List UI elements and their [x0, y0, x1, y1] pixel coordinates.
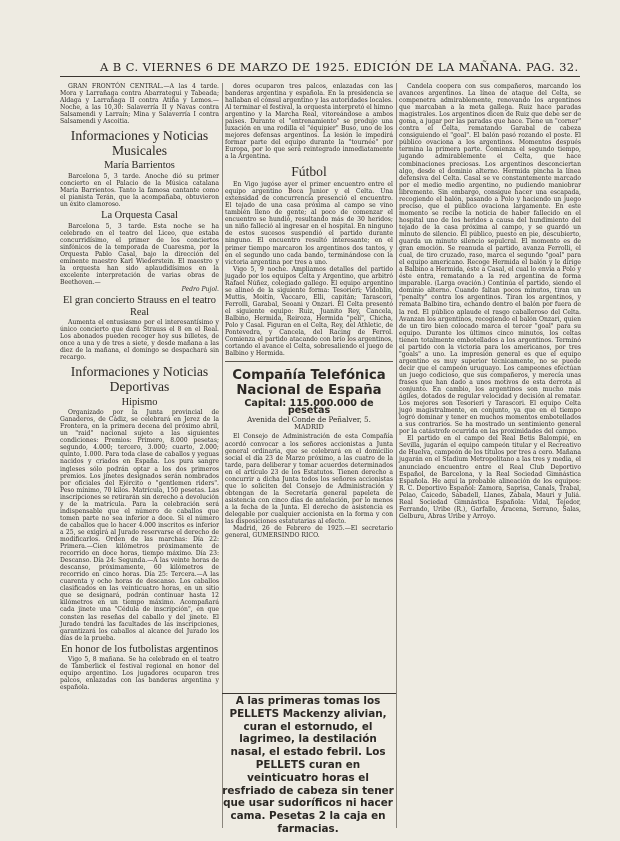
column-3	[399, 83, 581, 828]
telefonica-title: Compañía Telefónica Nacional de España	[232, 368, 386, 399]
ad-divider	[225, 361, 393, 362]
telefonica-address: Avenida del Conde de Peñalver, 5.	[247, 415, 371, 425]
telefonica-date: Madrid, 26 de Febrero de 1925.—El secretario general, GUMERSINDO RICO.	[225, 525, 393, 540]
column-1	[60, 83, 219, 828]
pellets-rule	[222, 693, 396, 694]
section-title-musicales: Informaciones y Noticias Musicales	[70, 128, 209, 158]
pelota-text: GRAN FRONTÓN CENTRAL.—A las 4 tarde. Mora y Larrañaga contra Abarrategui y Tabeada; Aldaga y Larrañaga II contra Atiña y Lemos.—Noche, a las 10,30: Salaverría II y Navas contra Salsamendi y Larraín; Mina y Salaverría I contra Salsamendi y Ascoitia.	[60, 83, 219, 126]
vigo-text: Vigo 5, 9 noche. Ampliamos detalles del partido jugado por los equipos Celta y Argentino, que arbitró Rafael Núñez, colegiado gallego. El equipo argentino se alineó de la siguiente forma: Tesorieri; Vidoblin, Muttis, Moitín, Vaccaro, Elli, capitán; Tarascori, Ferrolli, Garabal, Seoani y Onzari. El Celta presentó el siguiente equipo: Ruiz, Juanito Rey, Cancela, Balbino, Hermida, Reiroza, Hermida "pelí", Chicha, Polo y Casal. Figuran en el Celta, Rey, del Athletic, de Pontevedra, y Cancela, del Racing de Ferrol. Comienza el partido atacando con brío los argentinos, cortando el avance el Celta, sobresaliendo el juego de Balbino y Hermida.	[225, 265, 393, 358]
casal-text: Barcelona 5, 3 tarde. Esta noche se ha celebrado en el teatro del Liceo, que estaba concurridísimo, el primer de los conciertos sinfónicos de la temporada de Cuaresma, por la Orquesta Pablo Casal, bajo la dirección del eminente maestro Karl Wiederstein. El maestro y la orquesta han sido aplaudidísimos en la excelente interpretación de varias obras de Beethoven.—	[60, 222, 219, 287]
telefonica-city: MADRID	[294, 423, 324, 432]
page-header: A B C. VIERNES 6 DE MARZO DE 1925. EDICIÓN DE LA MAÑANA. PAG. 32.	[100, 60, 579, 74]
pellets-advert: A las primeras tomas los PELLETS Mackenzy alivian, curan el estornudo, el lagrimeo, la destilación nasal, el estado febril. Los PELLETS curan en veinticuatro horas el resfriado de cabeza sin tener que usar sudoríficos ni hacer cama. Pesetas 2 la caja en farmacias.	[222, 695, 394, 835]
hipismo-title: Hipismo	[121, 396, 158, 408]
futbol-title: Fútbol	[291, 163, 327, 179]
futbolistas-continued: dores ocuparon tres palcos, enlazadas con las banderas argentina y española. En la presidencia se hallaban el cónsul argentino y las autoridades locales. Al terminar el festival, la orquesta interpretó el himno argentino y la Marcha Real, vitoreándose a ambos países. Durante el "entrenamiento" se produjo una luxación en una rodilla el "équipier" Buso, uno de los mejores defensas argentinos. La lesión le impedirá formar parte del equipo durante la "tournée" por Europa, por lo que será reintegrado inmediatamente a la Argentina.	[225, 83, 393, 161]
header-rule	[60, 76, 580, 77]
match-report-text: Candela coopera con sus compañeros, marcando los avances argentinos. La línea de ataque del Celta, se compenetra admirablemente, renovando los argentinos que marcaban a la meta gallega. Ruiz hace paradas magistrales. Los argentinos dicen de Ruiz que debe ser de goma, a jugar por las paradas que hace. Tiene un "corner" contra el Celta, rematando Garabal de cabeza consiguiendo el "goal". El balón pasó rozando el poste. El público ovaciona a los argentinos. Momentos después termina la primera parte. Comienza el segundo tiempo, jugando admirablemente el Celta, que hace combinaciones preciosas. Los argentinos desconciertan algo, desde el dominio alterno. Hermida pincha la línea defensiva del Celta. Casal se ve constantemente marcado por el medio medio argentino, no pudiendo maniobrar libremente. Sin embargo, consigue hacer una escapada, recogiendo el balón, pasando a Polo y haciendo un juego preciso, que el público ovaciona largamente. En este momento se recibe la noticia de haber fallecido en el hospital uno de los heridos a causa del hundimiento del tejado de la casa próxima al campo, y se guardó un minuto de silencio. El público, puesto en pie, descubierto, guarda un minuto silencio sepulcral. El momento es de gran emoción. Se reanuda el partido, avanza Ferrolli, el cual, de tiro cruzado, raso, marca el segundo "goal" para el equipo americano. Recoge Hermida el balón y le dirige a Balbino a Hermida, éste a Casal, el cual lo envía a Polo y éste entra, rematando a la red argentina de forma imparable. (Larga ovación.) Continúa el partido, siendo el dominio alterno. Cuando faltan pocos minutos, tiran un "penalty" contra los argentinos. Tiran los argentinos, y remata Balbino tira, echando dentro el balón por fuera de la red. El público aplaude el rasgo caballeroso del Celta. Avanzan los argentinos, recogiendo el balón Onzari, quien de un tiro bien colocado marca el tercer "goal" para su equipo. Durante los últimos cinco minutos, los celtas tienen totalmente embotellados a los argentinos. Terminó el partido con la victoria para los americanos, por tres "goals" a uno. La impresión general es que el equipo argentino es muy superior técnicamente, no se puede decir que el campeón uruguayo. Los campeones efectúan un juego codicioso, que sus compañeros, y merecía unas frases que han dado a unos motivos de esta derrota al conjunto. En cambio, los argentinos son mucho más ágiles, dotados de regular velocidad y decisión al rematar. Los mejores son Tesorieri y Tarascori. El equipo Celta jugó magistralmente, en conjunto, ya que en el tiempo logró dominar y tener en muchos momentos embotellados a sus contrarios. Se ha mostrado un sentimiento general por la catástrofe ocurrida en las proximidades del campo.	[399, 83, 581, 436]
barrientos-text: Barcelona 5, 3 tarde. Anoche dió su primer concierto en el Palacio de la Música catalana María Barrientos. Tanto la famosa cantante como el pianista Terán, que la acompañaba, obtuvieron un éxito clamoroso.	[60, 172, 219, 209]
telefonica-capital: Capital: 115.000.000 de pesetas	[244, 398, 374, 417]
column-divider-2	[396, 83, 397, 828]
casal-title: La Orquesta Casal	[101, 210, 178, 222]
futbolistas-text: Vigo 5, 8 mañana. Se ha celebrado en el teatro de Tamberlick el festival regional en honor del equipo argentino. Los jugadores ocuparon tres palcos, enlazadas con las banderas argentina y española.	[60, 656, 219, 692]
strauss-text: Aumenta el entusiasmo por el interesantísimo y único concierto que dará Strauss el 8 en el Real. Los abonados pueden recoger hoy sus billetes, de once a una y de tres a siete, y desde mañana a las diez de la mañana, el domingo se despachará sin recargo.	[60, 319, 219, 362]
telefonica-text: El Consejo de Administración de esta Compañía acordó convocar a los señores accionistas a Junta general ordinaria, que se celebrará en el domicilio social el día 23 de Marzo próximo, a las cuatro de la tarde, para deliberar y tomar acuerdos determinados en el artículo 23 de los Estatutos. Tienen derecho a concurrir a dicha Junta todos los señores accionistas que lo soliciten del Consejo de Administración y obtengan de la Secretaría general papeleta de asistencia con cinco días de antelación, por lo menos a la fecha de la Junta. El derecho de asistencia es delegable por cualquier accionista en la forma y con las disposiciones estatutarias al efecto.	[225, 433, 393, 526]
upcoming-matches-text: El partido en el campo del Real Betis Balompié, en Sevilla, jugarán el equipo campeón titular y el Recreativo de Huelva, campeón de los títulos por tres a cero. Mañana jugarán en el Stadium Metropolitano a las tres y media, el anunciado encuentro entre el Real Club Deportivo Español, de Barcelona, y la Real Sociedad Gimnástica Española. He aquí la probable alineación de los equipos: R. C. Deportivo Español: Zamora, Saprisa, Canals, Trabal, Pelao, Caicedo, Sabadell, Llanes, Zabala, Mauri y Juliá. Real Sociedad Gimnástica Española: Vidal, Tejedor, Ferrando, Uribe (R.), Garfallo, Aracena, Serrano, Salas, Gelburu, Abras Uribe y Arroyo.	[399, 435, 581, 520]
barrientos-title: María Barrientos	[104, 160, 175, 172]
column-2	[225, 83, 393, 693]
casal-signature: Pedro Pujol.	[181, 286, 219, 294]
strauss-title: El gran concierto Strauss en el teatro Real	[63, 295, 216, 318]
section-title-deportivas: Informaciones y Noticias Deportivas	[70, 364, 209, 395]
hipismo-text: Organizado por la Junta provincial de Ganaderos, de Cádiz, se celebrará en Jerez de la Frontera, en la primera decena del próximo abril, un "raid" nacional sujeto a las siguientes condiciones: Premios: Primero, 8.000 pesetas; segundo, 4.000; tercero, 3.000; cuarto, 2.000; quinto, 1.000. Para toda clase de caballos y yeguas nacidos y criados en España. Los pura sangre ingleses sólo podrán optar a los dos primeros premios. Los jinetes designados serán nombrados por oficiales del Ejército o "gentlemen riders". Peso mínimo, 70 kilos. Matrícula, 150 pesetas. Las inscripciones se retirarán sin derecho a devolución y de la matrícula. Para la celebración será indispensable que el número de caballos que tomen parte no sea inferior a doce. Si el número de caballos que lo hacer 4.000 inscritos es inferior a 25, se exigirá al Jurado reservarse el derecho de modificarlos. Orden de las marchas: Día 22: Primera.—Cien kilómetros próximamente de recorrido en doce horas, tiempo máximo. Día 23: Descanso. Día 24: Segunda.—A las veinte horas de descanso, próximamente, 60 kilómetros de recorrido en cinco horas. Día 25: Tercera.—A las cuarenta y ocho horas de descanso. Los caballos clasificados en las veinticuatro horas, en un sitio que se designará, podrán continuar hasta 12 kilómetros en un tiempo máximo. Acompañará cada jinete una "Cédula de inscripción", en que consten las reseñas del caballo y del jinete. El Jurado tendrá las facultades de las inscripciones, garantizará los caballos al alcance del Jurado los días de la prueba.	[60, 409, 219, 642]
futbolistas-title: En honor de los futbolistas argentinos	[60, 643, 219, 655]
futbol-text: En Vigo jugóse ayer el primer encuentro entre el equipo argentino Boca Junior y el Celta. Una extensidad de concurrencia presenció el encuentro. El tejado de una casa próxima al campo se vino también lleno de gente; al poco de comenzar el encuentro se hundió, resultando más de 30 heridos; un niño falleció al ingresar en el hospital. En ninguno de estos sucesos suspendió el partido durante ninguno. El encuentro resultó interesante; en el primer tiempo marcaron los argentinos dos tantos, y en el segundo uno cada bando, terminándose con la victoria argentina por tres a uno.	[225, 181, 393, 266]
